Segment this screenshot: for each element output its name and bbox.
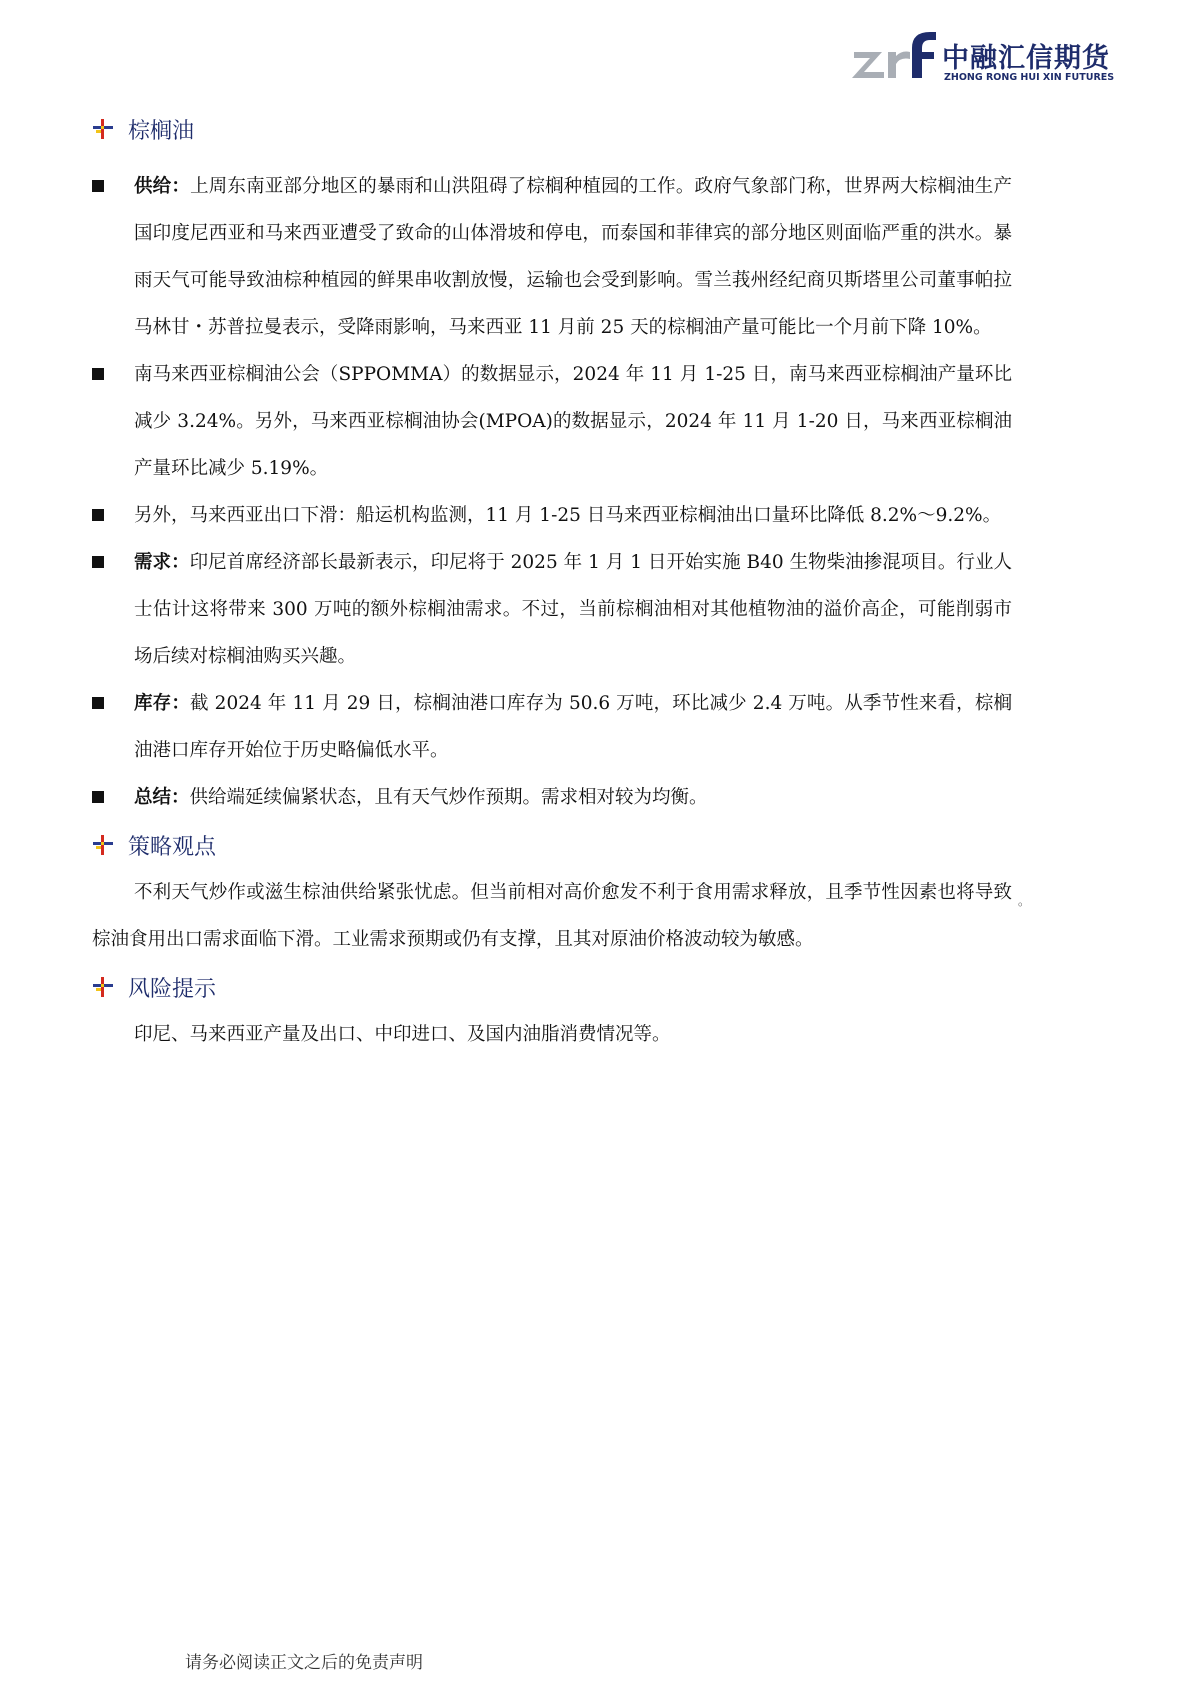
item-text: 供给端延续偏紧状态，且有天气炒作预期。需求相对较为均衡。	[189, 787, 708, 808]
zrf-logo-mark	[852, 28, 938, 88]
item-label: 需求：	[134, 552, 190, 573]
square-bullet-icon	[92, 509, 104, 521]
square-bullet-icon	[92, 697, 104, 709]
item-text: 南马来西亚棕榈油公会（SPPOMMA）的数据显示，2024 年 11 月 1-25 日，南马来西亚棕榈油产量环比减少 3.24%。另外，马来西亚棕榈油协会(MPOA)的数据显示，2024 年 11 月 1-20 日，马来西亚棕榈油产量环比减少 5.19%。	[134, 364, 1012, 479]
list-item	[92, 492, 1012, 539]
report-content	[92, 105, 1012, 1058]
square-bullet-icon	[92, 368, 104, 380]
section-heading-strategy	[92, 821, 1012, 869]
square-bullet-icon	[92, 180, 104, 192]
company-logo	[852, 28, 1115, 88]
section-bullet-icon	[92, 834, 114, 856]
list-item	[92, 351, 1012, 492]
section-heading-palm-oil	[92, 105, 1012, 153]
list-item-inventory	[92, 680, 1012, 774]
risk-paragraph: 印尼、马来西亚产量及出口、中印进口、及国内油脂消费情况等。	[134, 1024, 671, 1045]
section-title: 策略观点	[128, 834, 217, 860]
list-item-supply	[92, 163, 1012, 351]
stray-mark: 。	[1018, 894, 1031, 908]
item-label: 库存：	[134, 693, 190, 714]
item-label: 总结：	[134, 787, 190, 808]
strategy-paragraph: 不利天气炒作或滋生棕油供给紧张忧虑。但当前相对高价愈发不利于食用需求释放，且季节性因素也将导致棕油食用出口需求面临下滑。工业需求预期或仍有支撑，且其对原油价格波动较为敏感。	[92, 882, 1012, 950]
section-bullet-icon	[92, 118, 114, 140]
square-bullet-icon	[92, 791, 104, 803]
item-text: 印尼首席经济部长最新表示，印尼将于 2025 年 1 月 1 日开始实施 B40 生物柴油掺混项目。行业人士估计这将带来 300 万吨的额外棕榈油需求。不过，当前棕榈油相对其他植物油的溢价高企，可能削弱市场后续对棕榈油购买兴趣。	[134, 552, 1012, 667]
section-title: 风险提示	[128, 976, 217, 1002]
square-bullet-icon	[92, 556, 104, 568]
logo-brand-name: 中融汇信期货	[942, 43, 1110, 74]
item-text: 另外，马来西亚出口下滑：船运机构监测，11 月 1-25 日马来西亚棕榈油出口量环比降低 8.2%～9.2%。	[134, 505, 1002, 526]
section-title: 棕榈油	[128, 118, 195, 144]
list-item-summary	[92, 774, 1012, 821]
logo-brand-english: ZHONG RONG HUI XIN FUTURES	[944, 72, 1115, 83]
item-text: 上周东南亚部分地区的暴雨和山洪阻碍了棕榈种植园的工作。政府气象部门称，世界两大棕榈油生产国印度尼西亚和马来西亚遭受了致命的山体滑坡和停电，而泰国和菲律宾的部分地区则面临严重的洪水。暴雨天气可能导致油棕种植园的鲜果串收割放慢，运输也会受到影响。雪兰莪州经纪商贝斯塔里公司董事帕拉马林甘・苏普拉曼表示，受降雨影响，马来西亚 11 月前 25 天的棕榈油产量可能比一个月前下降 10%。	[134, 176, 1012, 338]
item-text: 截 2024 年 11 月 29 日，棕榈油港口库存为 50.6 万吨，环比减少 2.4 万吨。从季节性来看，棕榈油港口库存开始位于历史略偏低水平。	[134, 693, 1012, 761]
section-bullet-icon	[92, 976, 114, 998]
list-item-demand	[92, 539, 1012, 680]
item-label: 供给：	[134, 176, 191, 197]
footer-disclaimer: 请务必阅读正文之后的免责声明	[185, 1653, 423, 1673]
section-heading-risk	[92, 963, 1012, 1011]
